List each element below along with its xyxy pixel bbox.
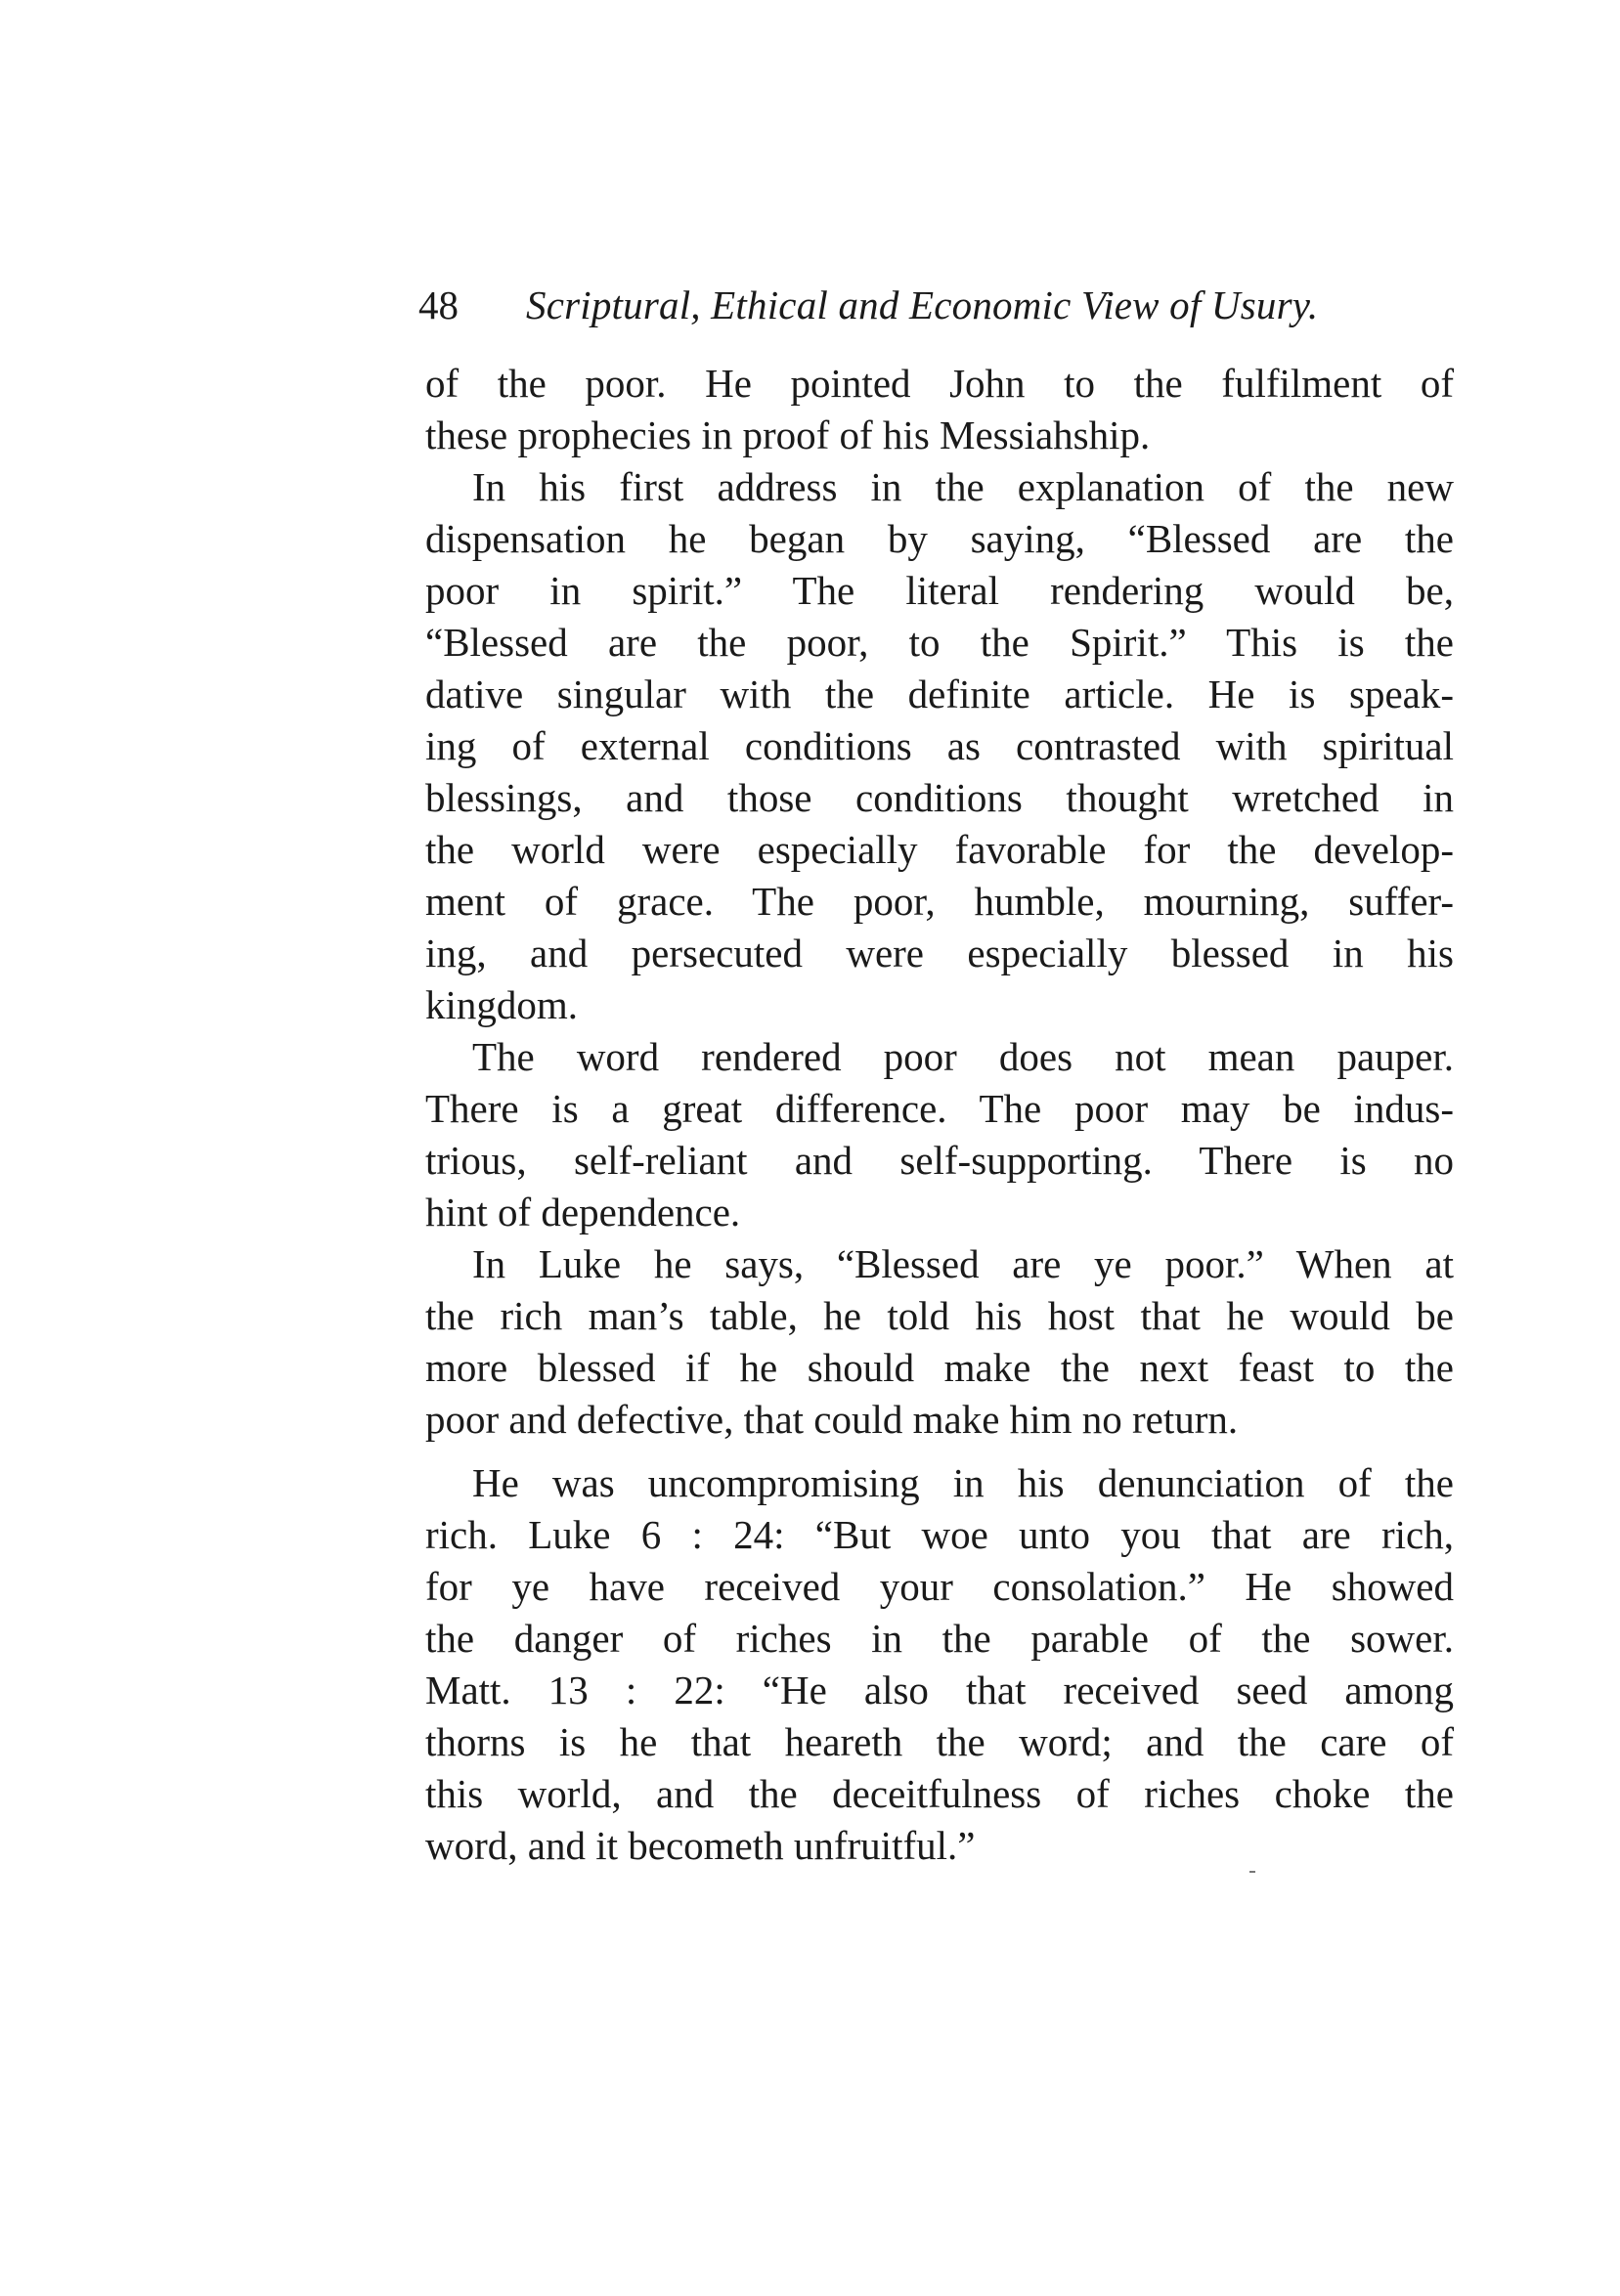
text-line: Matt. 13 : 22: “He also that received seed among <box>425 1668 1454 1712</box>
text-line: these prophecies in proof of his Messiahship. <box>425 412 1151 457</box>
text-line: “Blessed are the poor, to the Spirit.” This is the <box>425 620 1454 665</box>
text-line: the world were especially favorable for the develop- <box>425 827 1454 872</box>
text-line: for ye have received your consolation.” He showed <box>425 1564 1454 1609</box>
text-line: hint of dependence. <box>425 1190 741 1235</box>
text-line: poor and defective, that could make him no return. <box>425 1397 1239 1442</box>
body-text <box>425 358 1454 1872</box>
text-line: In his first address in the explanation of the new <box>472 464 1454 509</box>
text-line: ing of external conditions as contrasted with spiritual <box>425 723 1454 768</box>
text-line: The word rendered poor does not mean pauper. <box>472 1034 1454 1079</box>
print-speck <box>1249 1871 1255 1873</box>
text-line: the rich man’s table, he told his host that he would be <box>425 1293 1454 1338</box>
text-line: word, and it becometh unfruitful.” <box>425 1823 976 1868</box>
text-line: of the poor. He pointed John to the fulfilment of <box>425 361 1454 406</box>
paragraph-5 <box>425 1457 1454 1872</box>
text-line: thorns is he that heareth the word; and the care of <box>425 1719 1454 1764</box>
text-line: kingdom. <box>425 982 579 1027</box>
text-line: There is a great difference. The poor may be indus- <box>425 1086 1454 1131</box>
text-line: poor in spirit.” The literal rendering would be, <box>425 568 1454 613</box>
text-line: ing, and persecuted were especially blessed in his <box>425 931 1454 975</box>
text-line: more blessed if he should make the next feast to the <box>425 1345 1454 1390</box>
text-line: dispensation he began by saying, “Blessed are the <box>425 516 1454 561</box>
text-line: dative singular with the definite article. He is speak- <box>425 671 1454 716</box>
text-line: this world, and the deceitfulness of riches choke the <box>425 1771 1454 1816</box>
paragraph-4 <box>425 1238 1454 1446</box>
text-line: blessings, and those conditions thought wretched in <box>425 775 1454 820</box>
text-line: rich. Luke 6 : 24: “But woe unto you that are rich, <box>425 1512 1454 1557</box>
page-number: 48 <box>418 282 459 327</box>
text-line: ment of grace. The poor, humble, mourning, suffer- <box>425 879 1454 924</box>
running-head <box>418 276 1455 334</box>
text-line: In Luke he says, “Blessed are ye poor.” When at <box>472 1241 1454 1286</box>
text-line: trious, self-reliant and self-supporting. There is no <box>425 1138 1454 1183</box>
paragraph-1 <box>425 358 1454 461</box>
text-line: He was uncompromising in his denunciation of the <box>472 1460 1454 1505</box>
paragraph-2 <box>425 461 1454 1031</box>
paragraph-3 <box>425 1031 1454 1238</box>
running-title: Scriptural, Ethical and Economic View of Usury. <box>526 282 1319 327</box>
text-line: the danger of riches in the parable of the sower. <box>425 1616 1454 1661</box>
